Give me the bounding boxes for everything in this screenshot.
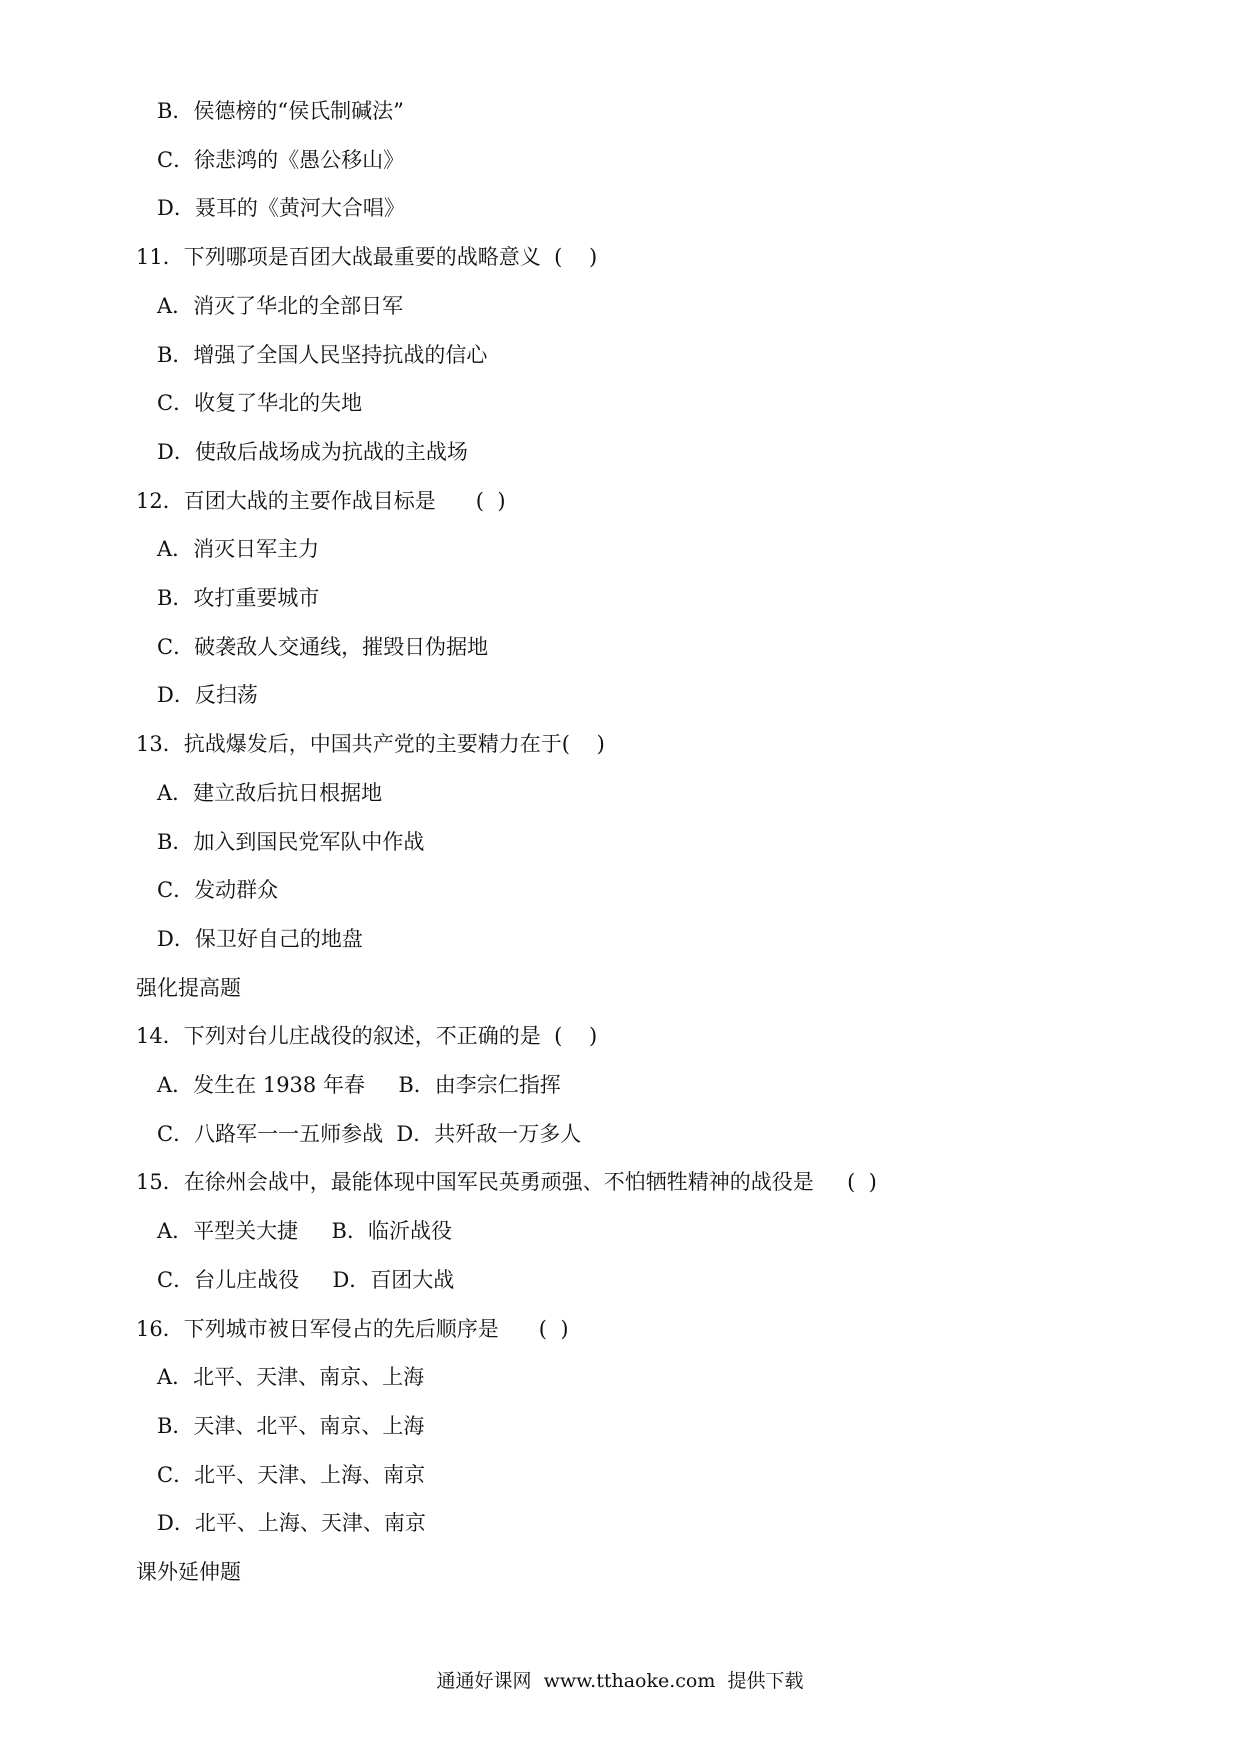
answer-option: B．攻打重要城市 — [157, 586, 320, 610]
answer-option: D．反扫荡 — [157, 683, 258, 707]
answer-option: B．增强了全国人民坚持抗战的信心 — [157, 343, 488, 367]
answer-option: A．北平、天津、南京、上海 — [157, 1365, 425, 1389]
question-stem: 14．下列对台儿庄战役的叙述，不正确的是 ( ) — [136, 1024, 598, 1048]
answer-option: A．发生在 1938 年春 B．由李宗仁指挥 — [157, 1073, 561, 1097]
answer-option: D．使敌后战场成为抗战的主战场 — [157, 440, 468, 464]
answer-option: C．八路军一一五师参战 D．共歼敌一万多人 — [157, 1122, 582, 1146]
question-stem: 13．抗战爆发后，中国共产党的主要精力在于( ) — [136, 732, 605, 756]
answer-option: C．徐悲鸿的《愚公移山》 — [157, 148, 405, 172]
answer-option: A．消灭日军主力 — [157, 537, 320, 561]
section-heading: 强化提高题 — [136, 976, 241, 1000]
answer-option: A．平型关大捷 B．临沂战役 — [157, 1219, 452, 1243]
answer-option: A．消灭了华北的全部日军 — [157, 294, 404, 318]
answer-option: B．侯德榜的“侯氏制碱法” — [157, 99, 404, 123]
answer-option: C．北平、天津、上海、南京 — [157, 1463, 426, 1487]
answer-option: A．建立敌后抗日根据地 — [157, 781, 383, 805]
answer-option: B．加入到国民党军队中作战 — [157, 830, 425, 854]
answer-option: C．发动群众 — [157, 878, 279, 902]
question-stem: 15．在徐州会战中，最能体现中国军民英勇顽强、不怕牺牲精神的战役是 ( ) — [136, 1170, 877, 1194]
question-stem: 12．百团大战的主要作战目标是 ( ) — [136, 489, 506, 513]
section-heading: 课外延伸题 — [136, 1560, 241, 1584]
answer-option: D．北平、上海、天津、南京 — [157, 1511, 426, 1535]
answer-option: C．收复了华北的失地 — [157, 391, 363, 415]
answer-option: C．台儿庄战役 D．百团大战 — [157, 1268, 455, 1292]
answer-option: B．天津、北平、南京、上海 — [157, 1414, 425, 1438]
page-footer: 通通好课网 www.tthaoke.com 提供下载 — [436, 1670, 804, 1692]
answer-option: D．聂耳的《黄河大合唱》 — [157, 196, 405, 220]
answer-option: D．保卫好自己的地盘 — [157, 927, 363, 951]
question-stem: 16．下列城市被日军侵占的先后顺序是 ( ) — [136, 1317, 569, 1341]
question-stem: 11．下列哪项是百团大战最重要的战略意义 ( ) — [136, 245, 598, 269]
answer-option: C．破袭敌人交通线，摧毁日伪据地 — [157, 635, 489, 659]
